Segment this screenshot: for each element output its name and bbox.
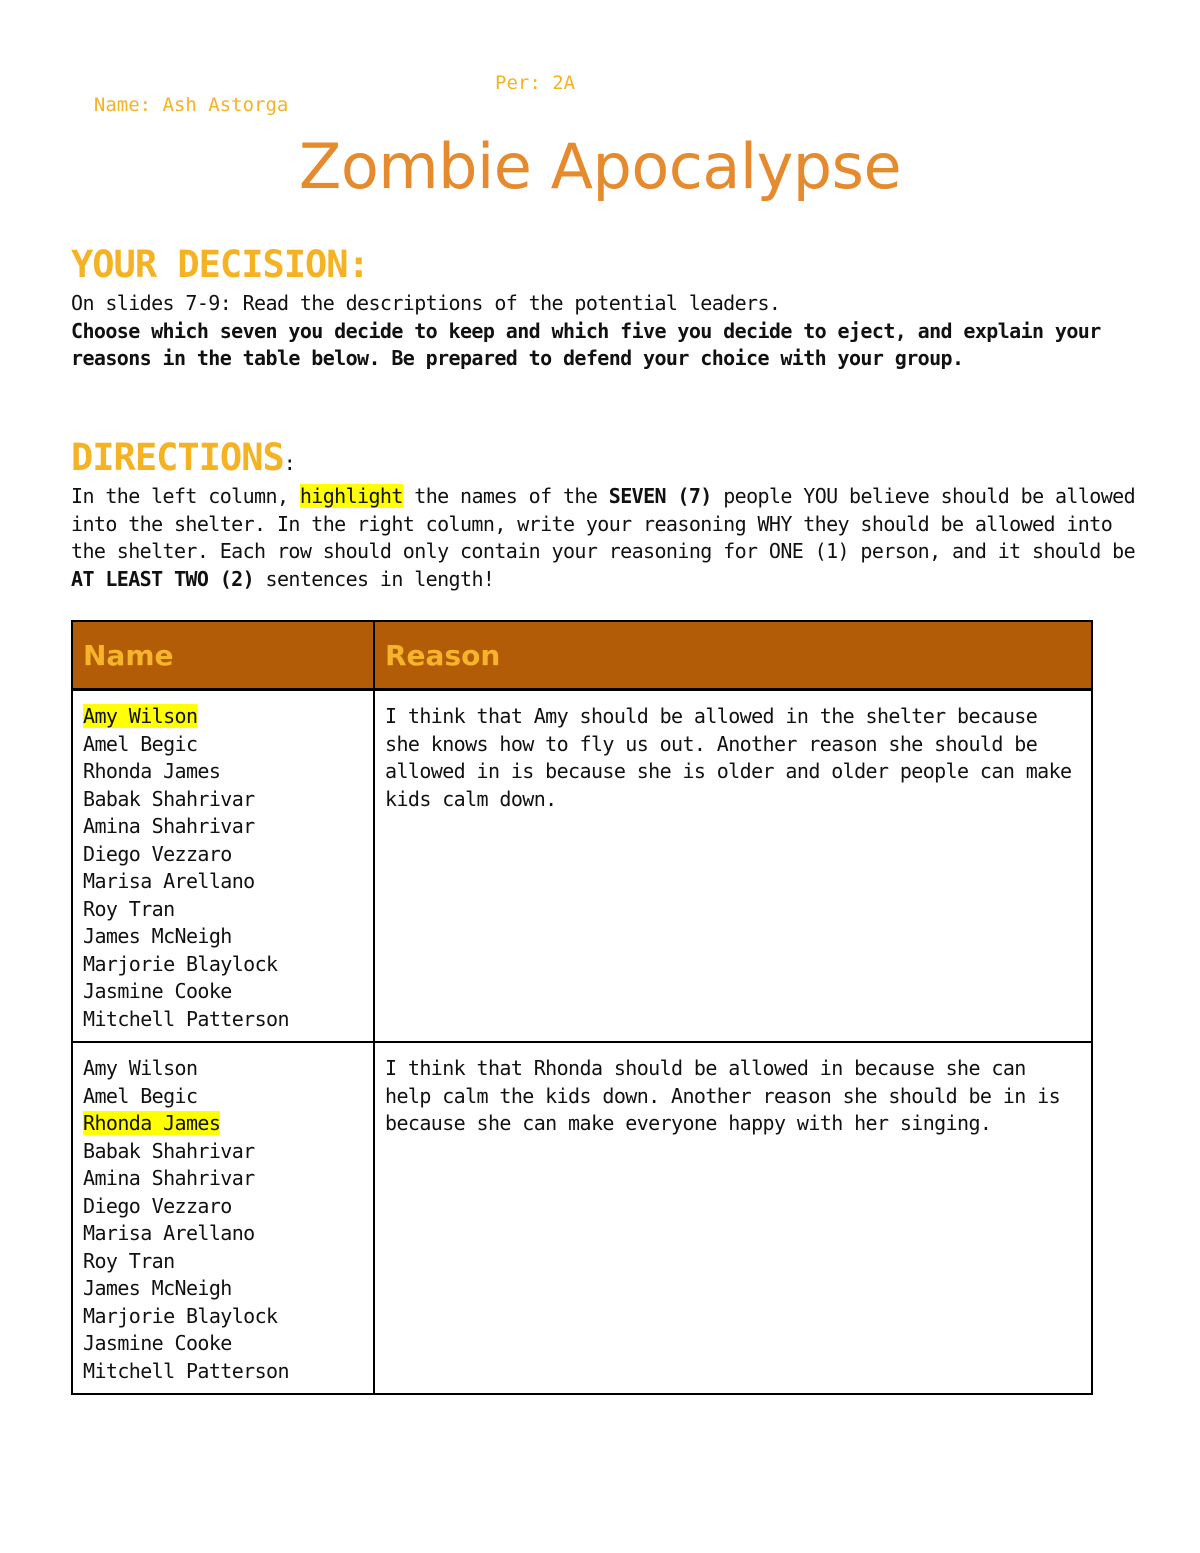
candidate-name-line bbox=[83, 786, 363, 814]
candidate-name-line bbox=[83, 1248, 363, 1276]
candidate-name: Babak Shahrivar bbox=[83, 786, 255, 811]
candidate-name: Mitchell Patterson bbox=[83, 1358, 289, 1383]
candidate-name: Amy Wilson bbox=[83, 1056, 198, 1080]
candidate-name-line bbox=[83, 1083, 363, 1111]
directions-part-2: the names of the bbox=[402, 484, 609, 508]
candidate-name-line bbox=[83, 841, 363, 869]
decision-line-1: On slides 7-9: Read the descriptions of the potential leaders. bbox=[71, 291, 781, 315]
at-least-two-bold: AT LEAST TWO (2) bbox=[71, 566, 255, 591]
decision-instructions bbox=[71, 290, 1141, 373]
candidate-name-line bbox=[83, 1193, 363, 1221]
candidate-name: Marjorie Blaylock bbox=[83, 951, 278, 976]
decision-bold-text: Choose which seven you decide to keep and which five you decide to eject, and explain your reasons in the table below. Be prepared to defend your choice with your group. bbox=[71, 318, 1101, 371]
candidate-name-line bbox=[83, 1006, 363, 1034]
seven-bold: SEVEN (7) bbox=[608, 484, 712, 508]
candidate-name-line bbox=[83, 703, 363, 731]
candidate-name-line bbox=[83, 1220, 363, 1248]
candidate-name: Amina Shahrivar bbox=[83, 1166, 255, 1190]
directions-colon: : bbox=[283, 451, 295, 475]
candidate-name: Amina Shahrivar bbox=[83, 814, 255, 838]
candidate-name-line bbox=[83, 868, 363, 896]
directions-heading bbox=[71, 436, 295, 479]
table-row bbox=[72, 690, 1092, 1043]
directions-part-3: people YOU believe should be allowed into the shelter. In the right column, write your reasoning WHY they should be allowed into the shelter. Each row should only contain your reasoning for ONE (1) person, and it should be bbox=[71, 484, 1136, 564]
candidate-name: Marjorie Blaylock bbox=[83, 1303, 278, 1328]
candidate-name-line bbox=[83, 1275, 363, 1303]
highlighted-candidate-name: Amy Wilson bbox=[83, 704, 198, 728]
candidate-name-line bbox=[83, 951, 363, 979]
candidate-name-line bbox=[83, 1055, 363, 1083]
candidate-name: Amel Begic bbox=[83, 731, 198, 756]
directions-part-1: In the left column, bbox=[71, 484, 300, 508]
name-column-header: Name bbox=[72, 621, 374, 690]
student-name: Name: Ash Astorga bbox=[93, 94, 289, 116]
candidate-name-line bbox=[83, 1303, 363, 1331]
candidate-name-line bbox=[83, 1138, 363, 1166]
candidate-name: Marisa Arellano bbox=[83, 1221, 255, 1245]
candidate-name: Roy Tran bbox=[83, 896, 175, 921]
class-period: Per: 2A bbox=[495, 72, 576, 94]
candidate-name-line bbox=[83, 1330, 363, 1358]
directions-text bbox=[71, 483, 1141, 593]
candidate-name: James McNeigh bbox=[83, 1276, 232, 1300]
candidate-name: Jasmine Cooke bbox=[83, 1331, 232, 1355]
candidate-name-line bbox=[83, 758, 363, 786]
candidate-name: Mitchell Patterson bbox=[83, 1006, 289, 1031]
candidate-name-line bbox=[83, 813, 363, 841]
reason-cell[interactable]: I think that Rhonda should be allowed in because she can help calm the kids down. Another reason she should be in is because she can make everyone happy with her singing. bbox=[374, 1042, 1092, 1394]
student-info bbox=[71, 72, 576, 138]
decision-heading: YOUR DECISION: bbox=[71, 243, 369, 286]
candidate-name: Babak Shahrivar bbox=[83, 1138, 255, 1163]
candidate-name-line bbox=[83, 1358, 363, 1386]
reasons-table bbox=[71, 620, 1093, 1395]
candidate-name: Rhonda James bbox=[83, 759, 221, 783]
candidate-name: Diego Vezzaro bbox=[83, 1193, 232, 1218]
reason-cell[interactable]: I think that Amy should be allowed in the shelter because she knows how to fly us out. Another reason she should be allowed in is because she is older and older people can make kids calm down. bbox=[374, 690, 1092, 1043]
reason-column-header: Reason bbox=[374, 621, 1092, 690]
names-cell[interactable] bbox=[72, 1042, 374, 1394]
page-title: Zombie Apocalypse bbox=[298, 130, 902, 203]
candidate-name: Jasmine Cooke bbox=[83, 979, 232, 1003]
directions-heading-text: DIRECTIONS bbox=[71, 436, 284, 479]
highlighted-candidate-name: Rhonda James bbox=[83, 1111, 221, 1135]
table-row bbox=[72, 1042, 1092, 1394]
candidate-name-line bbox=[83, 896, 363, 924]
candidate-name-line bbox=[83, 1110, 363, 1138]
candidate-name-line bbox=[83, 978, 363, 1006]
candidate-name: James McNeigh bbox=[83, 924, 232, 948]
directions-part-4: sentences in length! bbox=[254, 566, 495, 591]
candidate-name: Marisa Arellano bbox=[83, 869, 255, 893]
candidate-name-line bbox=[83, 923, 363, 951]
table-header-row bbox=[72, 621, 1092, 690]
candidate-name: Roy Tran bbox=[83, 1248, 175, 1273]
candidate-name-line bbox=[83, 731, 363, 759]
candidate-name: Amel Begic bbox=[83, 1083, 198, 1108]
highlight-word: highlight bbox=[299, 484, 403, 508]
candidate-name-line bbox=[83, 1165, 363, 1193]
names-cell[interactable] bbox=[72, 690, 374, 1043]
candidate-name: Diego Vezzaro bbox=[83, 841, 232, 866]
